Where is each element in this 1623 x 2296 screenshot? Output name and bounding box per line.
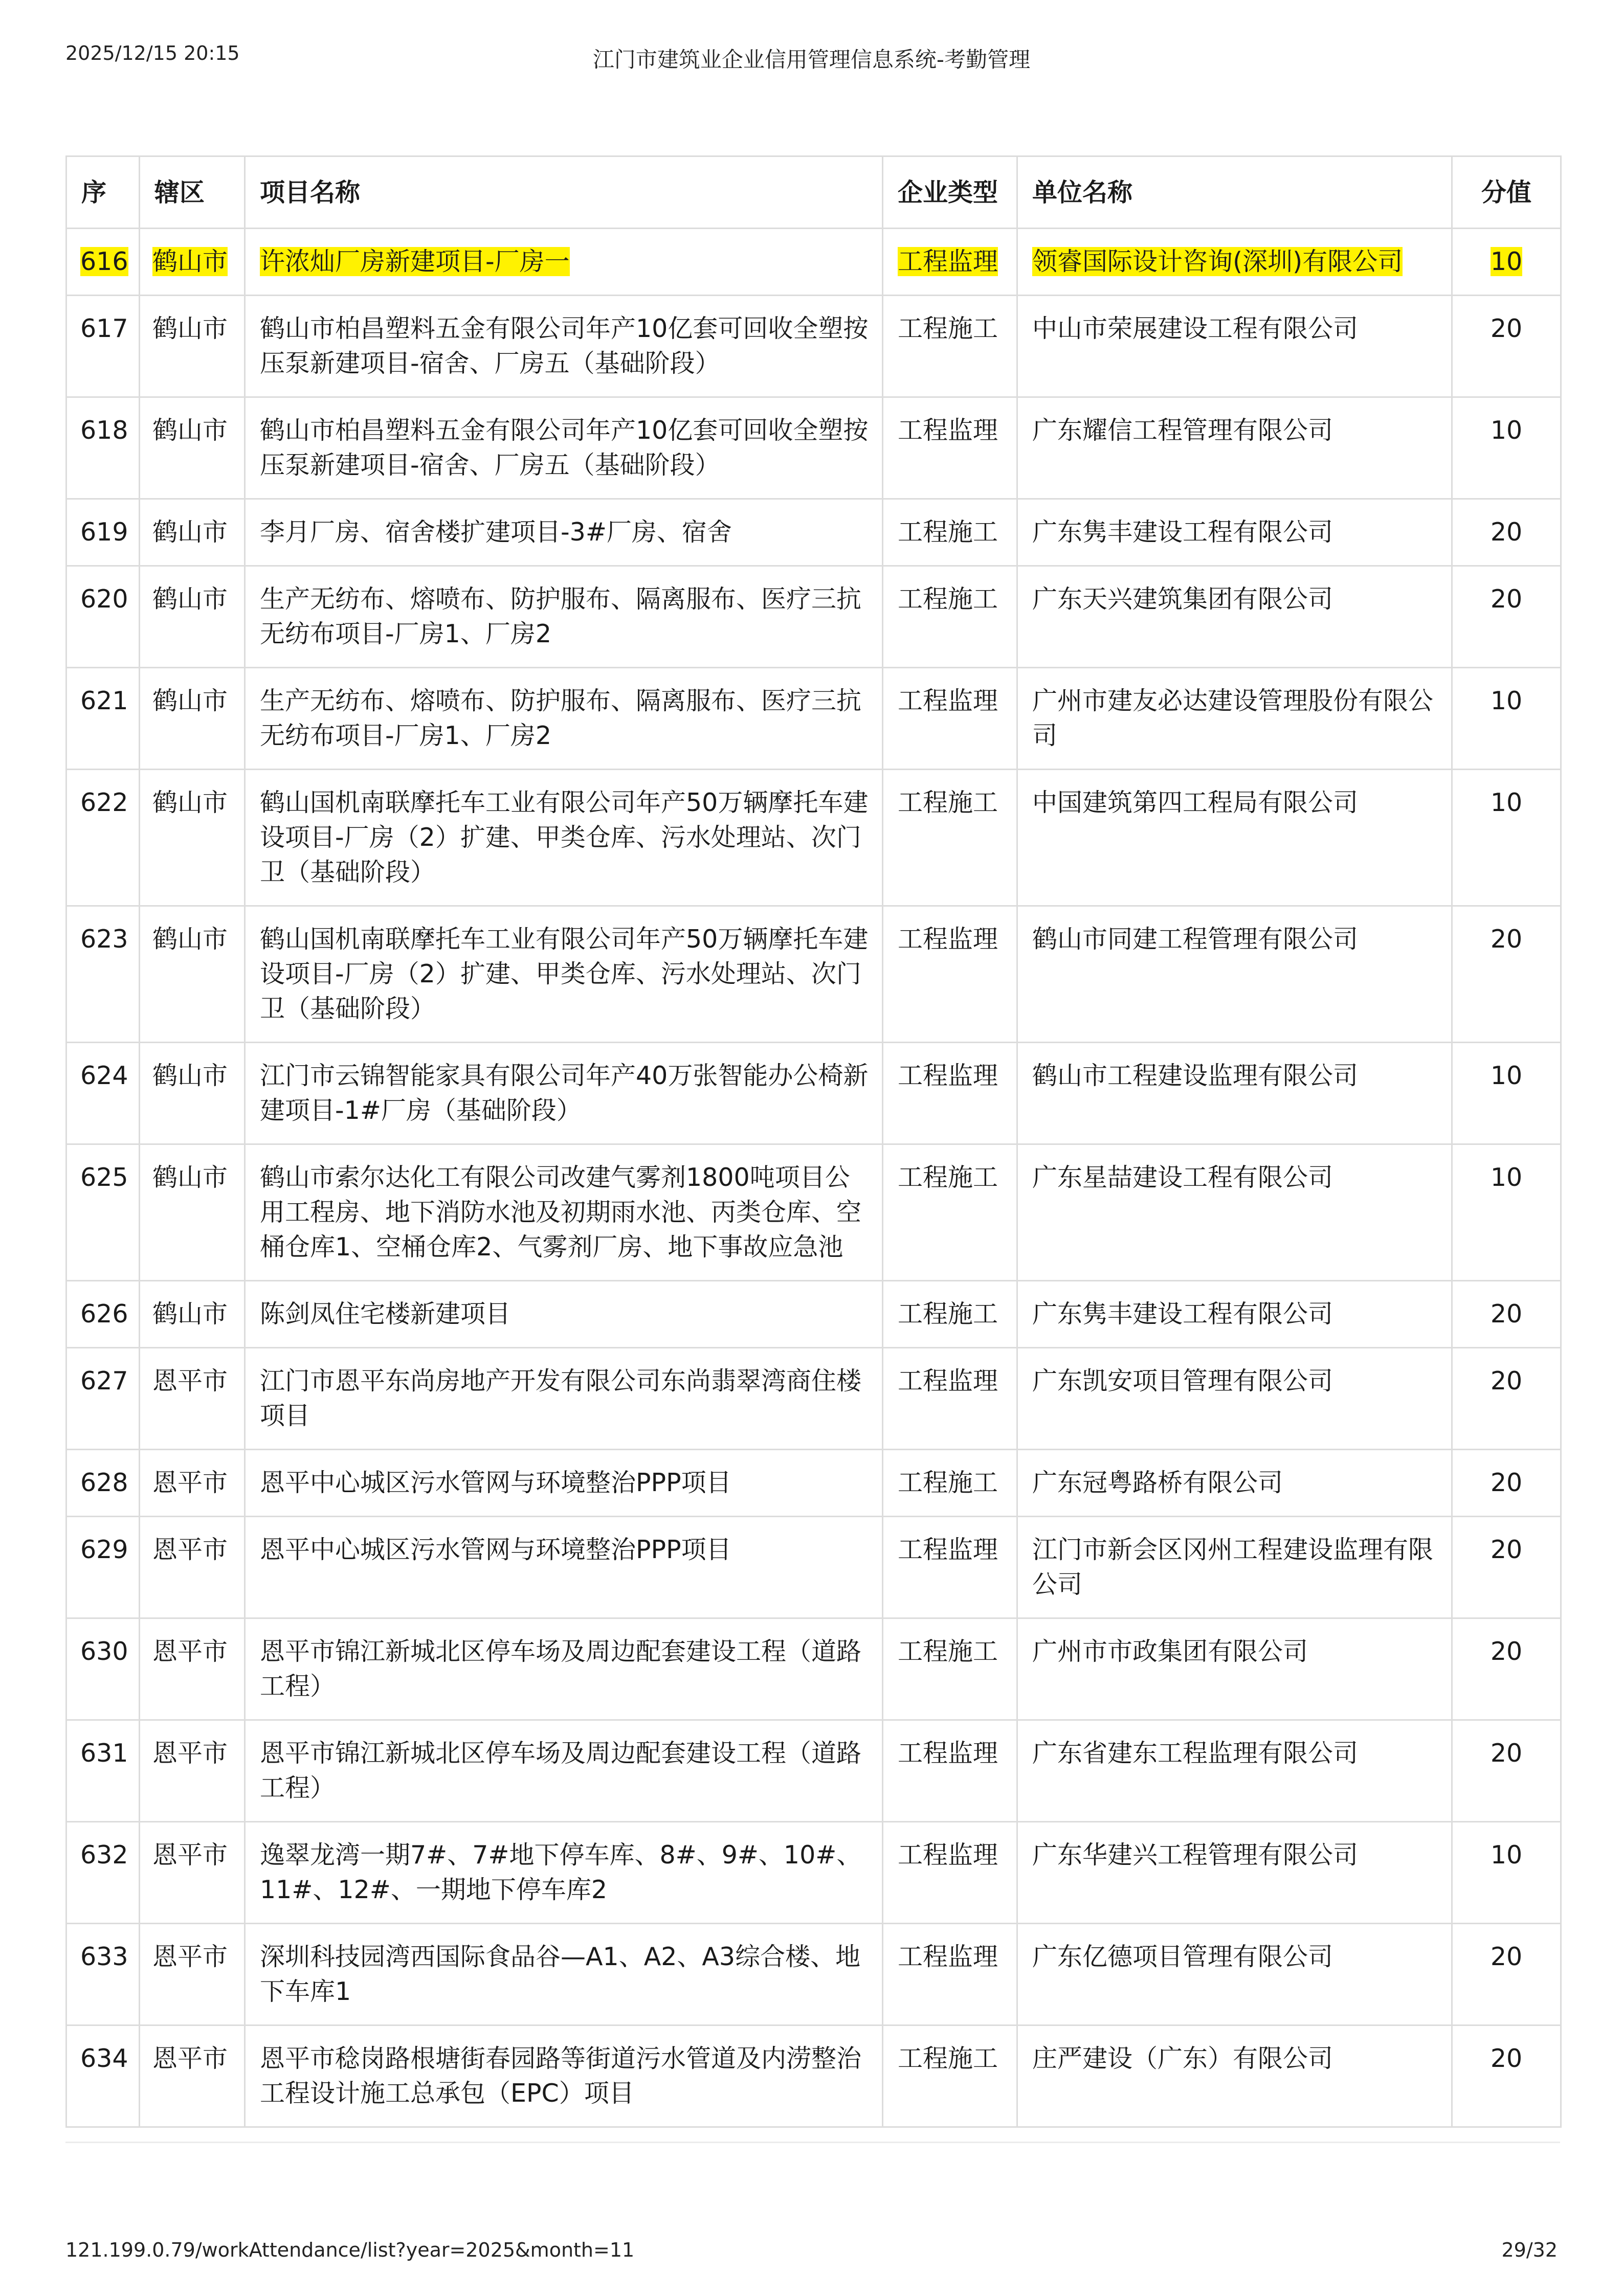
cell-index-text: 633 (80, 1942, 128, 1971)
table-row (66, 668, 1561, 770)
cell-unit-name (1017, 1043, 1452, 1144)
cell-score-text: 20 (1490, 2044, 1523, 2073)
cell-index (66, 1281, 140, 1348)
cell-company-type (883, 906, 1017, 1043)
cell-district-text: 鹤山市 (152, 788, 228, 817)
cell-company-type (883, 1348, 1017, 1450)
cell-district-text: 恩平市 (152, 2044, 228, 2073)
cell-index-text: 634 (80, 2044, 128, 2073)
cell-index (66, 906, 140, 1043)
cell-company-type (883, 1281, 1017, 1348)
cell-district (140, 296, 245, 397)
column-header-score: 分值 (1452, 156, 1561, 229)
cell-project-name (245, 566, 883, 668)
cell-score-text: 20 (1490, 1535, 1523, 1564)
cell-score (1452, 1043, 1561, 1144)
cell-score-text: 20 (1490, 517, 1523, 547)
cell-project-name-text: 鹤山市柏昌塑料五金有限公司年产10亿套可回收全塑按压泵新建项目-宿舍、厂房五（基础阶段） (260, 416, 869, 480)
cell-score (1452, 1450, 1561, 1517)
cell-project-name (245, 397, 883, 499)
cell-score (1452, 1720, 1561, 1822)
cell-project-name-text: 恩平市稔岗路根塘街春园路等街道污水管道及内涝整治工程设计施工总承包（EPC）项目 (260, 2044, 862, 2108)
cell-unit-name (1017, 1720, 1452, 1822)
cell-score (1452, 1348, 1561, 1450)
cell-index (66, 229, 140, 296)
cell-district-text: 鹤山市 (152, 1061, 228, 1090)
cell-company-type (883, 1720, 1017, 1822)
cell-company-type-text: 工程施工 (898, 1163, 998, 1192)
cell-district (140, 1043, 245, 1144)
cell-score-text: 10 (1490, 1163, 1523, 1192)
cell-district-text: 鹤山市 (152, 584, 228, 614)
cell-company-type (883, 1924, 1017, 2025)
cell-score-text: 10 (1490, 247, 1523, 276)
cell-company-type-text: 工程监理 (898, 1840, 998, 1870)
cell-project-name (245, 1822, 883, 1924)
cell-score-text: 10 (1490, 686, 1523, 715)
cell-project-name (245, 1618, 883, 1720)
cell-project-name (245, 1043, 883, 1144)
cell-district-text: 恩平市 (152, 1739, 228, 1768)
cell-index-text: 617 (80, 314, 128, 343)
cell-company-type-text: 工程施工 (898, 1468, 998, 1497)
cell-unit-name-text: 广州市市政集团有限公司 (1032, 1637, 1308, 1666)
cell-company-type-text: 工程监理 (898, 1535, 998, 1564)
cell-district (140, 397, 245, 499)
cell-index (66, 1348, 140, 1450)
cell-project-name-text: 江门市恩平东尚房地产开发有限公司东尚翡翠湾商住楼项目 (260, 1366, 862, 1430)
cell-unit-name (1017, 1618, 1452, 1720)
cell-company-type (883, 2025, 1017, 2127)
cell-project-name (245, 1450, 883, 1517)
cell-unit-name-text: 鹤山市同建工程管理有限公司 (1032, 925, 1359, 954)
table-row (66, 1281, 1561, 1348)
table-row (66, 499, 1561, 566)
cell-project-name (245, 770, 883, 906)
cell-index (66, 1720, 140, 1822)
cell-company-type-text: 工程监理 (898, 416, 998, 445)
cell-company-type (883, 296, 1017, 397)
cell-unit-name (1017, 770, 1452, 906)
cell-index-text: 619 (80, 517, 128, 547)
table-row (66, 566, 1561, 668)
cell-district (140, 2025, 245, 2127)
cell-company-type-text: 工程施工 (898, 584, 998, 614)
cell-project-name-text: 鹤山国机南联摩托车工业有限公司年产50万辆摩托车建设项目-厂房（2）扩建、甲类仓库、污水处理站、次门卫（基础阶段） (260, 788, 869, 887)
cell-score-text: 20 (1490, 1299, 1523, 1329)
cell-score-text: 20 (1490, 1739, 1523, 1768)
cell-company-type (883, 499, 1017, 566)
cell-project-name (245, 1720, 883, 1822)
cell-project-name-text: 陈剑凤住宅楼新建项目 (260, 1299, 511, 1329)
cell-unit-name-text: 广东华建兴工程管理有限公司 (1032, 1840, 1359, 1870)
cell-index-text: 620 (80, 584, 128, 614)
cell-company-type-text: 工程施工 (898, 1637, 998, 1666)
cell-project-name-text: 鹤山市索尔达化工有限公司改建气雾剂1800吨项目公用工程房、地下消防水池及初期雨水池、丙类仓库、空桶仓库1、空桶仓库2、气雾剂厂房、地下事故应急池 (260, 1163, 862, 1262)
cell-unit-name-text: 广东耀信工程管理有限公司 (1032, 416, 1333, 445)
cell-score (1452, 1281, 1561, 1348)
cell-company-type-text: 工程施工 (898, 2044, 998, 2073)
cell-unit-name (1017, 906, 1452, 1043)
cell-project-name-text: 生产无纺布、熔喷布、防护服布、隔离服布、医疗三抗无纺布项目-厂房1、厂房2 (260, 584, 862, 648)
cell-score (1452, 229, 1561, 296)
cell-index (66, 1924, 140, 2025)
table-row (66, 1924, 1561, 2025)
table-row (66, 1618, 1561, 1720)
cell-district (140, 770, 245, 906)
cell-project-name (245, 2025, 883, 2127)
cell-project-name (245, 1144, 883, 1281)
cell-score-text: 20 (1490, 584, 1523, 614)
cell-index-text: 632 (80, 1840, 128, 1870)
cell-unit-name-text: 广东隽丰建设工程有限公司 (1032, 517, 1333, 547)
cell-company-type-text: 工程监理 (898, 1366, 998, 1395)
cell-unit-name (1017, 1924, 1452, 2025)
cell-index (66, 566, 140, 668)
cell-index (66, 2025, 140, 2127)
cell-score-text: 10 (1490, 416, 1523, 445)
cell-index (66, 1144, 140, 1281)
cell-score-text: 20 (1490, 1366, 1523, 1395)
cell-project-name-text: 恩平市锦江新城北区停车场及周边配套建设工程（道路工程） (260, 1637, 862, 1701)
cell-index (66, 296, 140, 397)
table-row (66, 229, 1561, 296)
cell-unit-name-text: 广东凯安项目管理有限公司 (1032, 1366, 1333, 1395)
cell-district-text: 恩平市 (152, 1535, 228, 1564)
cell-district (140, 1281, 245, 1348)
cell-index-text: 628 (80, 1468, 128, 1497)
table-row (66, 2025, 1561, 2127)
column-header-district: 辖区 (140, 156, 245, 229)
cell-unit-name (1017, 229, 1452, 296)
cell-index-text: 631 (80, 1739, 128, 1768)
cell-index (66, 397, 140, 499)
cell-index-text: 621 (80, 686, 128, 715)
cell-district (140, 1924, 245, 2025)
cell-project-name (245, 229, 883, 296)
cell-project-name-text: 鹤山国机南联摩托车工业有限公司年产50万辆摩托车建设项目-厂房（2）扩建、甲类仓库、污水处理站、次门卫（基础阶段） (260, 925, 869, 1023)
cell-unit-name (1017, 1450, 1452, 1517)
cell-score (1452, 499, 1561, 566)
cell-district (140, 906, 245, 1043)
cell-index (66, 1043, 140, 1144)
cell-district-text: 鹤山市 (152, 314, 228, 343)
cell-company-type-text: 工程监理 (898, 1942, 998, 1971)
cell-index-text: 622 (80, 788, 128, 817)
cell-company-type (883, 229, 1017, 296)
cell-score (1452, 668, 1561, 770)
table-row (66, 1822, 1561, 1924)
table-row (66, 397, 1561, 499)
print-datetime: 2025/12/15 20:15 (65, 42, 240, 64)
cell-project-name (245, 1281, 883, 1348)
cell-district (140, 499, 245, 566)
cell-district-text: 鹤山市 (152, 1163, 228, 1192)
cell-company-type (883, 1822, 1017, 1924)
cell-unit-name-text: 中国建筑第四工程局有限公司 (1032, 788, 1359, 817)
table-row (66, 1144, 1561, 1281)
cell-unit-name (1017, 1281, 1452, 1348)
cell-company-type-text: 工程监理 (898, 1061, 998, 1090)
cell-index-text: 627 (80, 1366, 128, 1395)
cell-unit-name-text: 庄严建设（广东）有限公司 (1032, 2044, 1333, 2073)
cell-district-text: 鹤山市 (152, 686, 228, 715)
cell-score (1452, 397, 1561, 499)
cell-district (140, 229, 245, 296)
cell-unit-name-text: 广东省建东工程监理有限公司 (1032, 1739, 1359, 1768)
cell-district-text: 鹤山市 (152, 1299, 228, 1329)
cell-company-type (883, 1517, 1017, 1618)
cell-unit-name-text: 广东冠粤路桥有限公司 (1032, 1468, 1283, 1497)
cell-project-name (245, 499, 883, 566)
cell-score-text: 20 (1490, 1637, 1523, 1666)
cell-district (140, 668, 245, 770)
cell-score-text: 20 (1490, 314, 1523, 343)
cell-company-type (883, 1043, 1017, 1144)
page-title: 江门市建筑业企业信用管理信息系统-考勤管理 (592, 47, 1031, 72)
cell-project-name (245, 668, 883, 770)
cell-project-name-text: 生产无纺布、熔喷布、防护服布、隔离服布、医疗三抗无纺布项目-厂房1、厂房2 (260, 686, 862, 750)
cell-unit-name (1017, 1517, 1452, 1618)
cell-company-type (883, 1144, 1017, 1281)
cell-unit-name (1017, 1144, 1452, 1281)
cell-index (66, 1618, 140, 1720)
cell-district-text: 恩平市 (152, 1942, 228, 1971)
cell-score-text: 10 (1490, 1061, 1523, 1090)
cell-district (140, 1450, 245, 1517)
cell-company-type (883, 397, 1017, 499)
table-row (66, 1043, 1561, 1144)
cell-project-name-text: 恩平中心城区污水管网与环境整治PPP项目 (260, 1468, 731, 1497)
cell-project-name-text: 深圳科技园湾西国际食品谷—A1、A2、A3综合楼、地下车库1 (260, 1942, 861, 2006)
cell-project-name-text: 李月厂房、宿舍楼扩建项目-3#厂房、宿舍 (260, 517, 732, 547)
cell-project-name (245, 1517, 883, 1618)
cell-company-type-text: 工程监理 (898, 1739, 998, 1768)
cell-district-text: 恩平市 (152, 1366, 228, 1395)
cell-district-text: 鹤山市 (152, 247, 228, 276)
cell-index-text: 623 (80, 925, 128, 954)
cell-district-text: 恩平市 (152, 1468, 228, 1497)
cell-score (1452, 2025, 1561, 2127)
cell-unit-name-text: 广东星喆建设工程有限公司 (1032, 1163, 1333, 1192)
cell-index-text: 625 (80, 1163, 128, 1192)
cell-score (1452, 566, 1561, 668)
cell-company-type (883, 770, 1017, 906)
cell-project-name-text: 鹤山市柏昌塑料五金有限公司年产10亿套可回收全塑按压泵新建项目-宿舍、厂房五（基础阶段） (260, 314, 869, 378)
cell-project-name (245, 1348, 883, 1450)
cell-project-name-text: 逸翠龙湾一期7#、7#地下停车库、8#、9#、10#、11#、12#、一期地下停车库2 (260, 1840, 862, 1904)
cell-project-name (245, 296, 883, 397)
table-row (66, 770, 1561, 906)
cell-district-text: 鹤山市 (152, 925, 228, 954)
cell-company-type (883, 566, 1017, 668)
page-url: 121.199.0.79/workAttendance/list?year=2025&month=11 (65, 2239, 635, 2261)
column-header-index: 序 (66, 156, 140, 229)
cell-district-text: 鹤山市 (152, 416, 228, 445)
cell-index-text: 624 (80, 1061, 128, 1090)
table-row (66, 906, 1561, 1043)
cell-index (66, 770, 140, 906)
cell-company-type (883, 668, 1017, 770)
cell-index (66, 1822, 140, 1924)
cell-project-name-text: 恩平中心城区污水管网与环境整治PPP项目 (260, 1535, 731, 1564)
cell-district (140, 1144, 245, 1281)
cell-district (140, 1618, 245, 1720)
cell-unit-name (1017, 668, 1452, 770)
cell-score-text: 10 (1490, 788, 1523, 817)
cell-company-type (883, 1618, 1017, 1720)
column-header-company-type: 企业类型 (883, 156, 1017, 229)
cell-district-text: 恩平市 (152, 1840, 228, 1870)
table-row (66, 1450, 1561, 1517)
cell-index (66, 668, 140, 770)
page-number: 29/32 (1501, 2239, 1558, 2261)
cell-district (140, 566, 245, 668)
cell-district-text: 恩平市 (152, 1637, 228, 1666)
cell-score (1452, 296, 1561, 397)
cell-district (140, 1720, 245, 1822)
table-header-row (66, 156, 1561, 229)
cell-project-name (245, 906, 883, 1043)
cell-district (140, 1348, 245, 1450)
cell-unit-name-text: 中山市荣展建设工程有限公司 (1032, 314, 1359, 343)
attendance-table (65, 155, 1562, 2128)
cell-score (1452, 906, 1561, 1043)
cell-index-text: 618 (80, 416, 128, 445)
cell-unit-name-text: 广东亿德项目管理有限公司 (1032, 1942, 1333, 1971)
cell-unit-name (1017, 296, 1452, 397)
cell-company-type-text: 工程监理 (898, 686, 998, 715)
cell-unit-name (1017, 499, 1452, 566)
cell-score-text: 20 (1490, 925, 1523, 954)
cell-company-type-text: 工程监理 (898, 925, 998, 954)
cell-project-name-text: 许浓灿厂房新建项目-厂房一 (260, 247, 570, 276)
cell-score (1452, 770, 1561, 906)
cell-unit-name (1017, 1822, 1452, 1924)
cell-unit-name (1017, 566, 1452, 668)
cell-unit-name-text: 广州市建友必达建设管理股份有限公司 (1032, 686, 1434, 750)
table-row (66, 1720, 1561, 1822)
cell-district (140, 1822, 245, 1924)
cell-unit-name-text: 领睿国际设计咨询(深圳)有限公司 (1032, 247, 1403, 276)
table-row (66, 296, 1561, 397)
cell-project-name-text: 恩平市锦江新城北区停车场及周边配套建设工程（道路工程） (260, 1739, 862, 1803)
cell-index-text: 626 (80, 1299, 128, 1329)
cell-score (1452, 1517, 1561, 1618)
cell-unit-name-text: 江门市新会区冈州工程建设监理有限公司 (1032, 1535, 1434, 1599)
cell-unit-name-text: 广东天兴建筑集团有限公司 (1032, 584, 1333, 614)
cell-project-name-text: 江门市云锦智能家具有限公司年产40万张智能办公椅新建项目-1#厂房（基础阶段） (260, 1061, 869, 1125)
column-header-project: 项目名称 (245, 156, 883, 229)
cell-company-type-text: 工程监理 (898, 247, 998, 276)
cell-score (1452, 1924, 1561, 2025)
cell-unit-name-text: 广东隽丰建设工程有限公司 (1032, 1299, 1333, 1329)
cell-score (1452, 1144, 1561, 1281)
cell-index (66, 499, 140, 566)
cell-company-type (883, 1450, 1017, 1517)
footer-divider (65, 2142, 1560, 2143)
cell-unit-name (1017, 2025, 1452, 2127)
cell-score-text: 20 (1490, 1468, 1523, 1497)
cell-index-text: 629 (80, 1535, 128, 1564)
cell-unit-name (1017, 397, 1452, 499)
cell-district (140, 1517, 245, 1618)
cell-index-text: 630 (80, 1637, 128, 1666)
table-row (66, 1348, 1561, 1450)
cell-company-type-text: 工程施工 (898, 1299, 998, 1329)
cell-company-type-text: 工程施工 (898, 788, 998, 817)
cell-index (66, 1517, 140, 1618)
cell-company-type-text: 工程施工 (898, 314, 998, 343)
cell-index (66, 1450, 140, 1517)
cell-project-name (245, 1924, 883, 2025)
column-header-unit: 单位名称 (1017, 156, 1452, 229)
cell-score-text: 20 (1490, 1942, 1523, 1971)
cell-score (1452, 1618, 1561, 1720)
cell-index-text: 616 (80, 247, 128, 276)
cell-district-text: 鹤山市 (152, 517, 228, 547)
cell-company-type-text: 工程施工 (898, 517, 998, 547)
cell-score (1452, 1822, 1561, 1924)
cell-unit-name (1017, 1348, 1452, 1450)
table-row (66, 1517, 1561, 1618)
cell-score-text: 10 (1490, 1840, 1523, 1870)
cell-unit-name-text: 鹤山市工程建设监理有限公司 (1032, 1061, 1359, 1090)
